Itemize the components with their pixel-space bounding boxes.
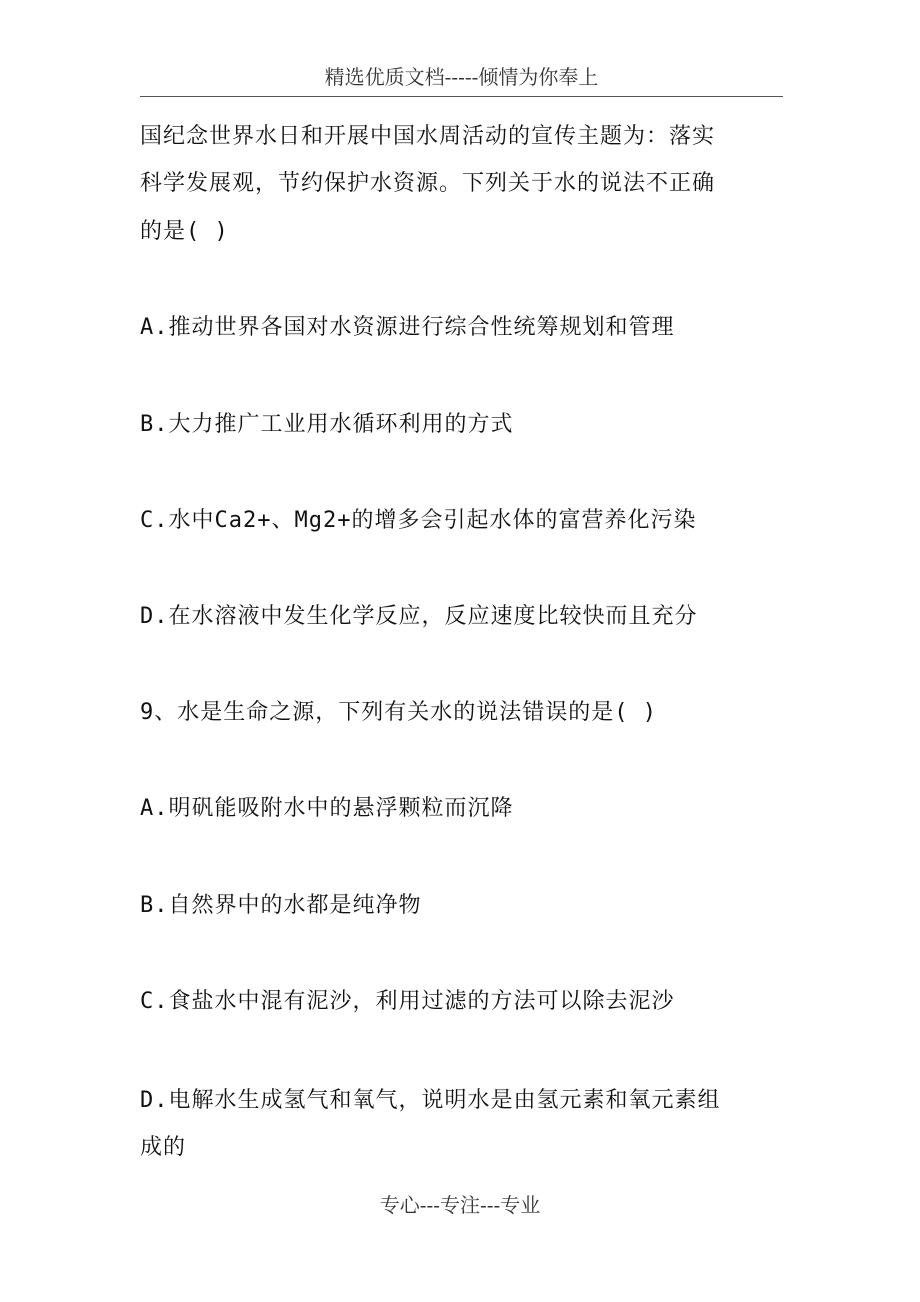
question-8-option-b: B.大力推广工业用水循环利用的方式 — [140, 412, 514, 437]
question-9-option-c: C.食盐水中混有泥沙，利用过滤的方法可以除去泥沙 — [140, 989, 675, 1014]
question-8-stem-line-2: 科学发展观，节约保护水资源。下列关于水的说法不正确 — [140, 171, 716, 196]
question-8-option-a: A.推动世界各国对水资源进行综合性统筹规划和管理 — [140, 315, 675, 340]
question-8-option-c: C.水中Ca2+、Mg2+的增多会引起水体的富营养化污染 — [140, 508, 697, 533]
question-8-stem-line-1: 国纪念世界水日和开展中国水周活动的宣传主题为：落实 — [140, 124, 716, 149]
page-header: 精选优质文档-----倾情为你奉上 — [140, 62, 783, 97]
page-footer: 专心---专注---专业 — [379, 1193, 541, 1217]
question-8-option-d: D.在水溶液中发生化学反应，反应速度比较快而且充分 — [140, 604, 698, 629]
question-9-option-a: A.明矾能吸附水中的悬浮颗粒而沉降 — [140, 796, 514, 821]
question-9-option-b: B.自然界中的水都是纯净物 — [140, 893, 422, 918]
question-9-stem: 9、水是生命之源，下列有关水的说法错误的是( ) — [140, 700, 657, 725]
question-8-stem-line-3: 的是( ) — [140, 219, 229, 244]
question-9-option-d-line-2: 成的 — [140, 1135, 187, 1160]
question-9-option-d-line-1: D.电解水生成氢气和氧气，说明水是由氢元素和氧元素组 — [140, 1088, 721, 1113]
